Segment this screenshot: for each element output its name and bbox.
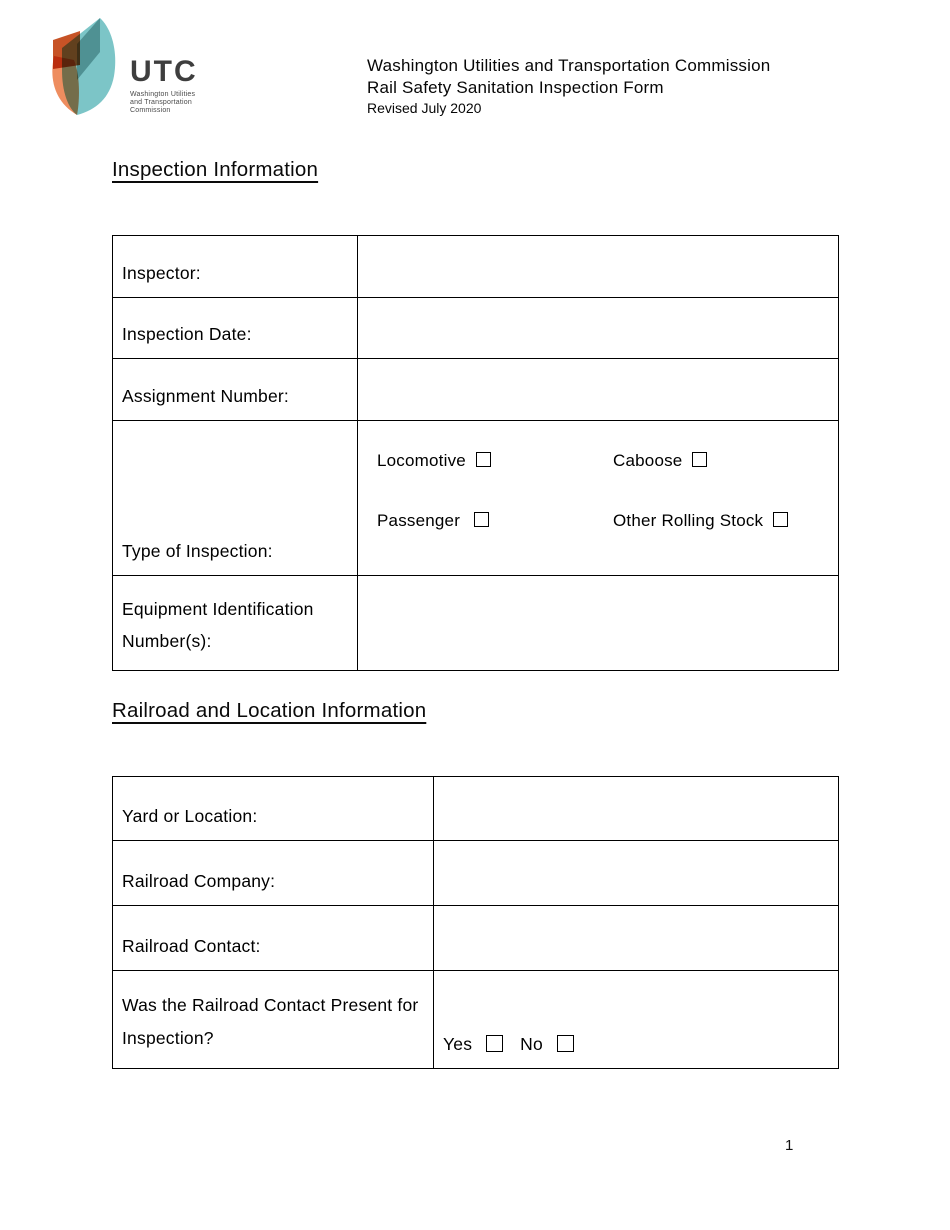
type-of-inspection-label: Type of Inspection: (113, 421, 358, 576)
caboose-label: Caboose (613, 451, 683, 470)
title-line-2: Rail Safety Sanitation Inspection Form (367, 77, 664, 97)
other-rolling-stock-checkbox[interactable] (773, 512, 788, 527)
utc-leaf-logo-icon (50, 18, 116, 118)
table-row (113, 576, 839, 671)
railroad-contact-label: Railroad Contact: (113, 906, 434, 971)
contact-present-options (434, 971, 839, 1069)
railroad-contact-field[interactable] (434, 906, 839, 971)
table-row (113, 971, 839, 1069)
table-row (113, 841, 839, 906)
table-row (113, 777, 839, 841)
page-number: 1 (785, 1137, 794, 1154)
other-rolling-stock-label: Other Rolling Stock (613, 511, 764, 530)
equipment-id-label: Equipment Identification Number(s): (113, 576, 358, 671)
no-label: No (520, 1034, 543, 1054)
passenger-checkbox[interactable] (474, 512, 489, 527)
option-other-rolling-stock (613, 511, 830, 531)
inspection-date-field[interactable] (358, 298, 839, 359)
section-heading-inspection-information: Inspection Information (112, 158, 319, 181)
assignment-number-field[interactable] (358, 359, 839, 421)
table-row (113, 906, 839, 971)
railroad-company-label: Railroad Company: (113, 841, 434, 906)
table-row (113, 236, 839, 298)
yard-location-field[interactable] (434, 777, 839, 841)
logo-org-line: Commission (130, 107, 171, 114)
table-row (113, 359, 839, 421)
title-line-1: Washington Utilities and Transportation Commission (367, 56, 771, 75)
logo-org-line: Washington Utilities (130, 91, 196, 98)
locomotive-label: Locomotive (377, 451, 466, 470)
railroad-company-field[interactable] (434, 841, 839, 906)
contact-present-label: Was the Railroad Contact Present for Inspection? (113, 971, 434, 1069)
railroad-location-table (112, 776, 839, 1069)
caboose-checkbox[interactable] (692, 452, 707, 467)
table-row (113, 298, 839, 359)
inspector-label: Inspector: (113, 236, 358, 298)
assignment-number-label: Assignment Number: (113, 359, 358, 421)
logo-org-line: and Transportation (130, 99, 192, 106)
section-heading-railroad-location-information: Railroad and Location Information (112, 699, 427, 722)
inspector-field[interactable] (358, 236, 839, 298)
option-caboose (613, 451, 830, 471)
inspection-date-label: Inspection Date: (113, 298, 358, 359)
passenger-label: Passenger (377, 511, 461, 530)
equipment-id-field[interactable] (358, 576, 839, 671)
yard-location-label: Yard or Location: (113, 777, 434, 841)
revision-date: Revised July 2020 (367, 100, 482, 116)
utc-logo (50, 18, 198, 118)
option-locomotive (377, 451, 613, 471)
type-of-inspection-options (358, 421, 839, 576)
table-row (113, 421, 839, 576)
locomotive-checkbox[interactable] (476, 452, 491, 467)
no-checkbox[interactable] (557, 1035, 574, 1052)
document-title-block (367, 55, 770, 116)
yes-checkbox[interactable] (486, 1035, 503, 1052)
option-passenger (377, 511, 613, 531)
inspection-information-table (112, 235, 839, 671)
yes-label: Yes (443, 1034, 473, 1054)
utc-acronym: UTC (130, 55, 198, 88)
utc-wordmark (130, 55, 198, 115)
